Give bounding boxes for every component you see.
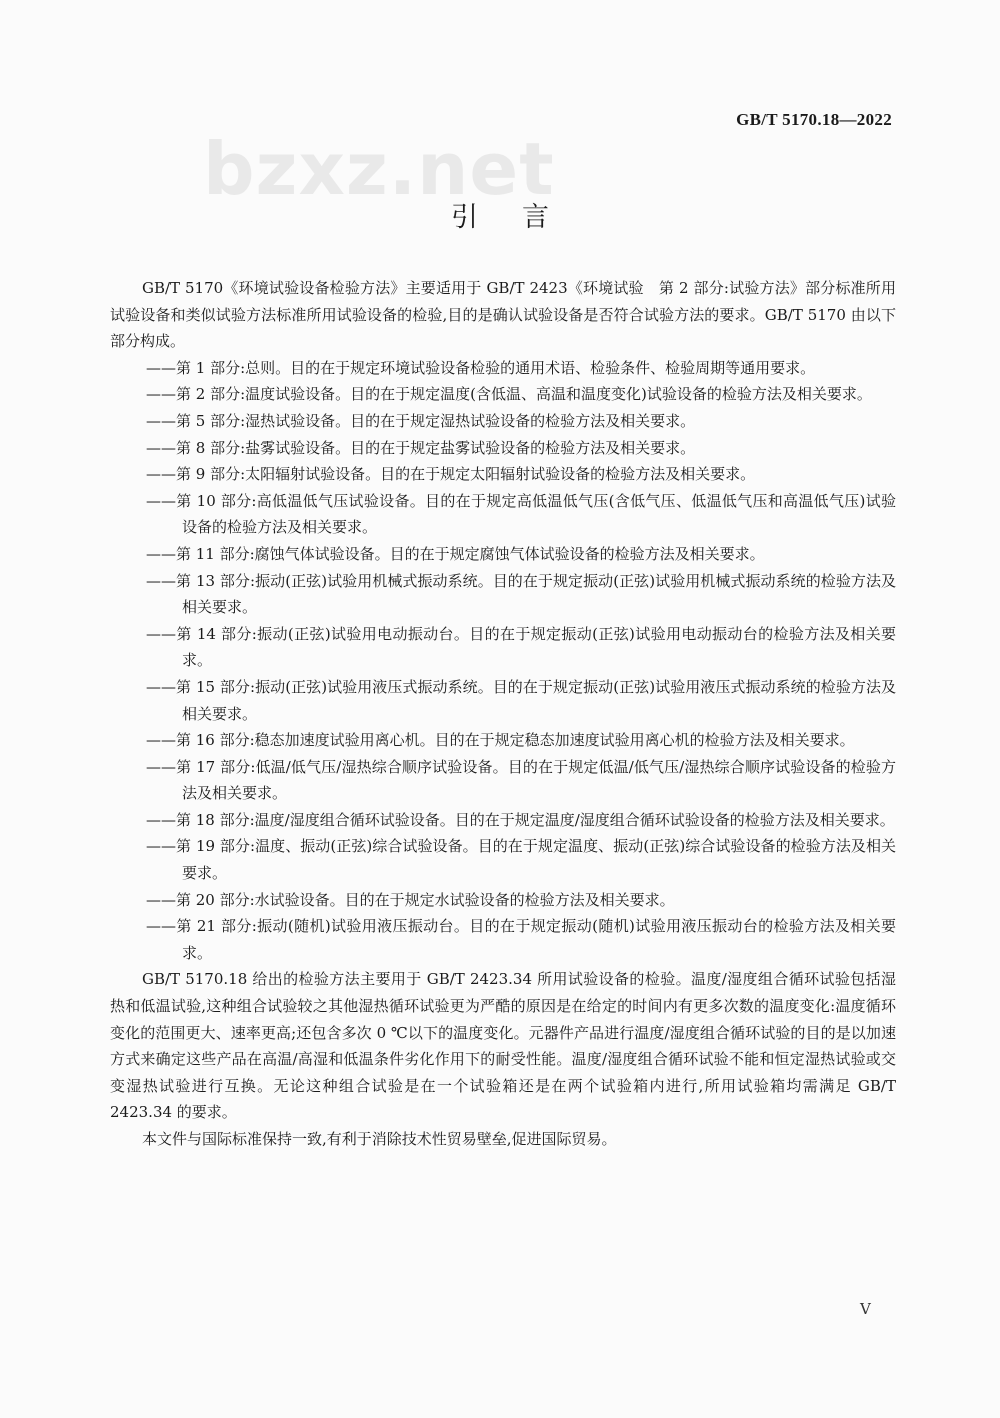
list-item: ——第 11 部分:腐蚀气体试验设备。目的在于规定腐蚀气体试验设备的检验方法及相关要求。 <box>146 544 765 563</box>
list-item: ——第 8 部分:盐雾试验设备。目的在于规定盐雾试验设备的检验方法及相关要求。 <box>146 438 696 457</box>
list-item: ——第 1 部分:总则。目的在于规定环境试验设备检验的通用术语、检验条件、检验周期等通用要求。 <box>146 358 816 377</box>
body-content <box>110 275 896 1153</box>
list-item: ——第 5 部分:湿热试验设备。目的在于规定湿热试验设备的检验方法及相关要求。 <box>146 411 696 430</box>
parts-list <box>110 355 896 967</box>
page-title: 引言 <box>451 202 593 233</box>
list-item: ——第 2 部分:温度试验设备。目的在于规定温度(含低温、高温和温度变化)试验设备的检验方法及相关要求。 <box>146 385 872 404</box>
closing-paragraph-trade: 本文件与国际标准保持一致,有利于消除技术性贸易壁垒,促进国际贸易。 <box>142 1130 617 1148</box>
list-item: ——第 10 部分:高低温低气压试验设备。目的在于规定高低温低气压(含低气压、低温低气压和高温低气压)试验设备的检验方法及相关要求。 <box>146 491 896 537</box>
list-item: ——第 19 部分:温度、振动(正弦)综合试验设备。目的在于规定温度、振动(正弦)综合试验设备的检验方法及相关要求。 <box>146 837 896 883</box>
list-item: ——第 18 部分:温度/湿度组合循环试验设备。目的在于规定温度/湿度组合循环试验设备的检验方法及相关要求。 <box>146 810 895 829</box>
list-item: ——第 21 部分:振动(随机)试验用液压振动台。目的在于规定振动(随机)试验用液压振动台的检验方法及相关要求。 <box>146 917 896 962</box>
list-item: ——第 17 部分:低温/低气压/湿热综合顺序试验设备。目的在于规定低温/低气压/湿热综合顺序试验设备的检验方法及相关要求。 <box>146 757 896 803</box>
closing-paragraph: GB/T 5170.18 给出的检验方法主要用于 GB/T 2423.34 所用试验设备的检验。温度/湿度组合循环试验包括湿热和低温试验,这种组合试验较之其他湿热循环试验更为严酷的原因是在给定的时间内有更多次数的温度变化:温度循环变化的范围更大、速率更高;还包含多次 0 ℃以下的温度变化。元器件产品进行温度/湿度组合循环试验的目的是以加速方式来确定这些产品在高温/高湿和低温条件劣化作用下的耐受性能。温度/湿度组合循环试验不能和恒定湿热试验或交变湿热试验进行互换。无论这种组合试验是在一个试验箱还是在两个试验箱内进行,所用试验箱均需满足 GB/T 2423.34 的要求。 <box>110 970 896 1122</box>
standard-code: GB/T 5170.18—2022 <box>736 110 892 129</box>
list-item: ——第 14 部分:振动(正弦)试验用电动振动台。目的在于规定振动(正弦)试验用电动振动台的检验方法及相关要求。 <box>146 624 896 670</box>
list-item: ——第 20 部分:水试验设备。目的在于规定水试验设备的检验方法及相关要求。 <box>146 890 675 909</box>
page-number: V <box>860 1300 871 1318</box>
watermark: bzxz.net <box>203 127 555 211</box>
intro-paragraph: GB/T 5170《环境试验设备检验方法》主要适用于 GB/T 2423《环境试验 第 2 部分:试验方法》部分标准所用试验设备和类似试验方法标准所用试验设备的检验,目的是确认试验设备是否符合试验方法的要求。GB/T 5170 由以下部分构成。 <box>110 279 896 351</box>
list-item: ——第 16 部分:稳态加速度试验用离心机。目的在于规定稳态加速度试验用离心机的检验方法及相关要求。 <box>146 731 855 750</box>
list-item: ——第 13 部分:振动(正弦)试验用机械式振动系统。目的在于规定振动(正弦)试验用机械式振动系统的检验方法及相关要求。 <box>146 571 896 617</box>
list-item: ——第 9 部分:太阳辐射试验设备。目的在于规定太阳辐射试验设备的检验方法及相关要求。 <box>146 465 756 484</box>
list-item: ——第 15 部分:振动(正弦)试验用液压式振动系统。目的在于规定振动(正弦)试验用液压式振动系统的检验方法及相关要求。 <box>146 677 896 723</box>
